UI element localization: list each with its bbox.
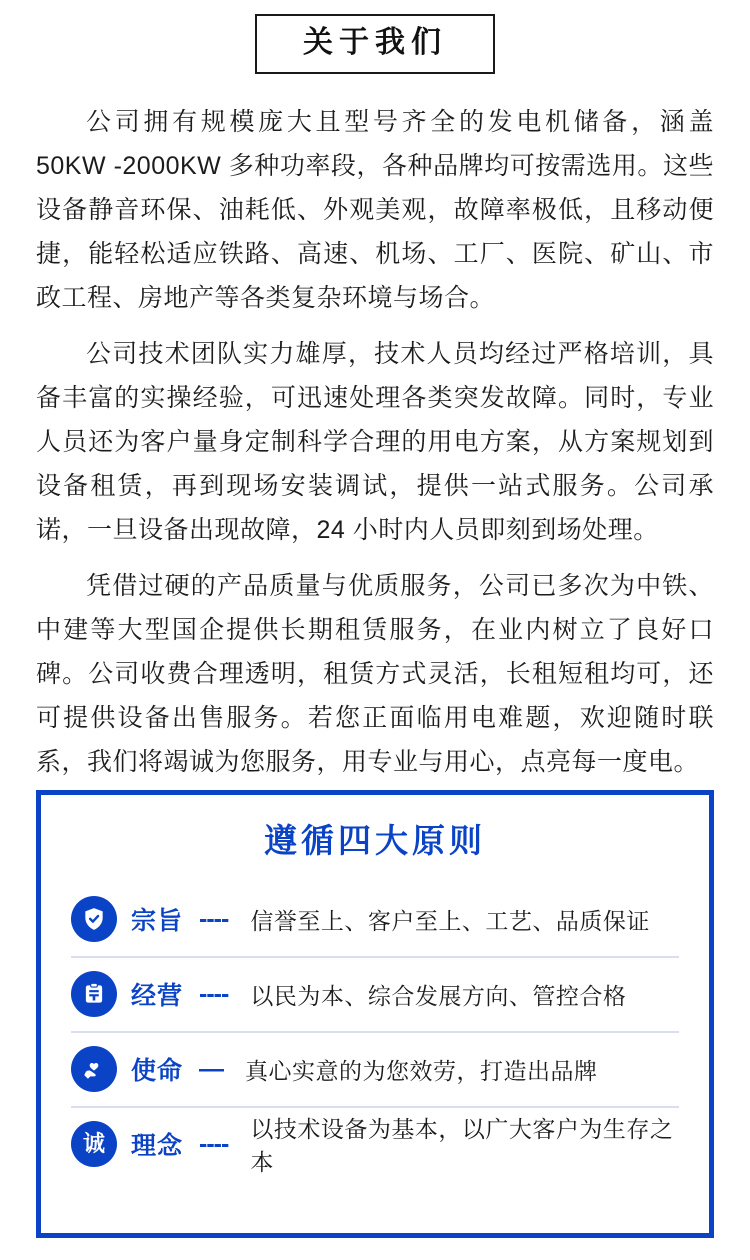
- about-paragraph-1: 公司拥有规模庞大且型号齐全的发电机储备，涵盖50KW -2000KW 多种功率段，各种品牌均可按需选用。这些设备静音环保、油耗低、外观美观，故障率极低，且移动便捷，能轻松适应铁路、高速、机场、工厂、医院、矿山、市政工程、房地产等各类复杂环境与场合。: [36, 108, 714, 312]
- principle-value: 真心实意的为您效劳，打造出品牌: [245, 1057, 598, 1084]
- shield-check-icon: [71, 896, 117, 942]
- principle-value: 以民为本、综合发展方向、管控合格: [250, 982, 627, 1009]
- principle-value: 信誉至上、客户至上、工艺、品质保证: [250, 907, 650, 934]
- about-paragraph-3: 凭借过硬的产品质量与优质服务，公司已多次为中铁、中建等大型国企提供长期租赁服务，在业内树立了良好口碑。公司收费合理透明，租赁方式灵活，长租短租均可，还可提供设备出售服务。若您正面临用电难题，欢迎随时联系，我们将竭诚为您服务，用专业与用心，点亮每一度电。: [36, 572, 714, 776]
- about-body: [0, 74, 750, 784]
- principle-row-philosophy: [71, 1108, 679, 1181]
- principle-dash: ----: [199, 979, 229, 1008]
- page-title: 关于我们: [255, 14, 495, 74]
- badge-label: 诚: [82, 1131, 105, 1157]
- principle-dash: ----: [199, 904, 229, 933]
- page-title-wrapper: [0, 0, 750, 74]
- principle-row-mission: [71, 1033, 679, 1108]
- clipboard-icon: [71, 971, 117, 1017]
- principle-key: 理念: [131, 1132, 184, 1161]
- principles-title: 遵循四大原则: [264, 822, 486, 859]
- principle-dash: —: [199, 1054, 224, 1083]
- principle-row-purpose: [71, 883, 679, 958]
- principle-dash: ----: [199, 1129, 229, 1158]
- hand-heart-icon: [71, 1046, 117, 1092]
- principle-key: 宗旨: [131, 907, 184, 936]
- principle-row-operation: [71, 958, 679, 1033]
- principle-key: 经营: [131, 982, 184, 1011]
- principles-card: [36, 790, 714, 1238]
- about-paragraph-2: 公司技术团队实力雄厚，技术人员均经过严格培训，具备丰富的实操经验，可迅速处理各类突发故障。同时，专业人员还为客户量身定制科学合理的用电方案，从方案规划到设备租赁，再到现场安装调试，提供一站式服务。公司承诺，一旦设备出现故障，24 小时内人员即刻到场处理。: [36, 340, 714, 544]
- principles-inner: [41, 795, 709, 1191]
- principle-value: 以技术设备为基本，以广大客户为生存之本: [250, 1116, 674, 1176]
- principle-key: 使命: [131, 1057, 184, 1086]
- cheng-character-icon: [71, 1121, 117, 1167]
